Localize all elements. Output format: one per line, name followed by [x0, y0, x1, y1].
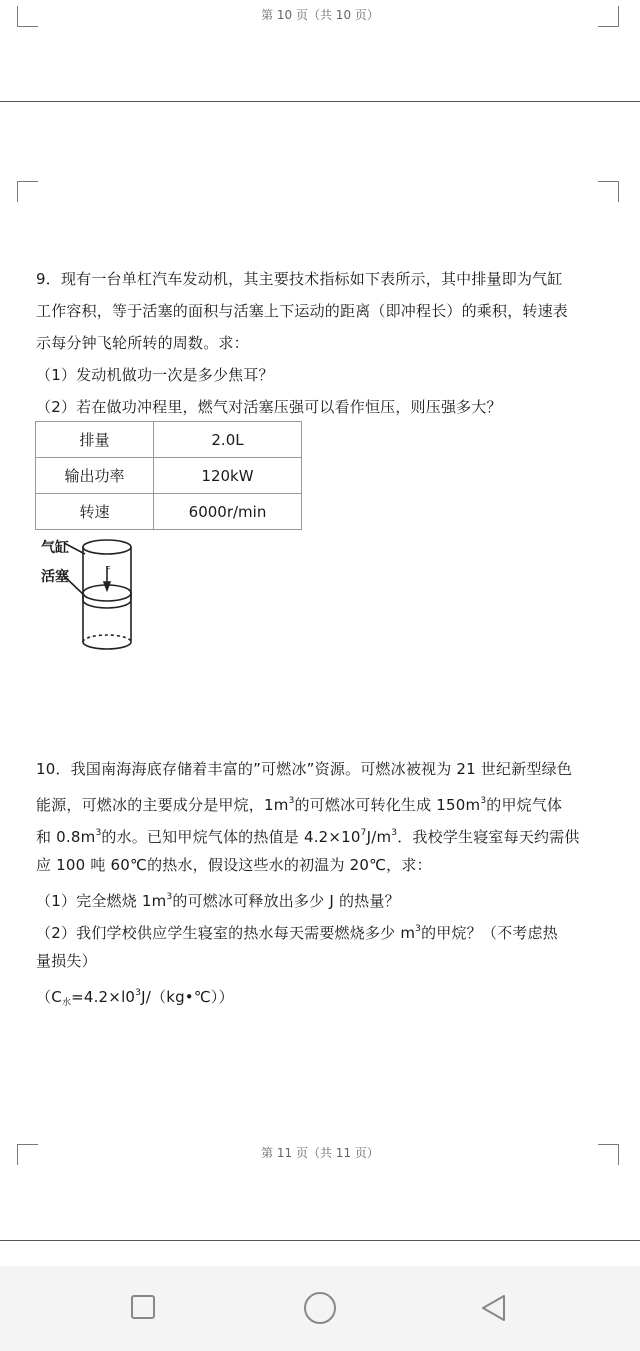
page-footer: 第 10 页（共 10 页） [261, 8, 379, 22]
question-text: 和 $0.8m^3$的水。已知甲烷气体的热值是 $4.2\times 10^7J/m^3$．我校学生寝室每天约需供 [36, 828, 580, 846]
table-cell-value: 6000r/min [154, 494, 302, 530]
table-row [36, 422, 302, 458]
figure-label: 活塞 [41, 569, 69, 585]
back-button[interactable] [478, 1293, 508, 1323]
table-cell-value: 2.0L [154, 422, 302, 458]
svg-text:F: F [106, 565, 111, 574]
recent-apps-button[interactable] [131, 1295, 155, 1319]
page-separator [0, 1240, 640, 1241]
question-text: （1）完全燃烧 $1m^3$的可燃冰可释放出多少 J 的热量？ [36, 892, 400, 910]
question-text: （1）发动机做功一次是多少焦耳？ [36, 366, 274, 384]
question-text: 能源，可燃冰的主要成分是甲烷，$1m^3$的可燃冰可转化生成 $150m^3$的甲烷气体 [36, 796, 563, 814]
question-text: （2）若在做功冲程里，燃气对活塞压强可以看作恒压，则压强多大？ [36, 398, 502, 416]
page-footer: 第 11 页（共 11 页） [261, 1146, 379, 1160]
table-cell-label: 转速 [36, 494, 154, 530]
navigation-bar [0, 1266, 640, 1351]
cylinder-figure [40, 536, 160, 654]
question-text: 应 100 吨 60℃的热水，假设这些水的初温为 20℃，求： [36, 856, 432, 874]
question-text: 示每分钟飞轮所转的周数。求： [36, 334, 249, 352]
question-text: $(C_水=4.2\times l0^3J/(kg•℃))$ [36, 988, 234, 1008]
question-text: 量损失） [36, 952, 97, 970]
question-text: 9．现有一台单杠汽车发动机，其主要技术指标如下表所示，其中排量即为气缸 [36, 270, 563, 288]
page-separator [0, 101, 640, 102]
table-cell-label: 排量 [36, 422, 154, 458]
question-text: 10．我国南海海底存储着丰富的”可燃冰”资源。可燃冰被视为 21 世纪新型绿色 [36, 760, 573, 778]
spec-table [35, 421, 302, 530]
table-row [36, 494, 302, 530]
home-button[interactable] [304, 1292, 336, 1324]
table-row [36, 458, 302, 494]
figure-label: 气缸 [41, 540, 69, 556]
page-corner-mark [598, 181, 619, 202]
page-corner-mark [17, 181, 38, 202]
question-text: （2）我们学校供应学生寝室的热水每天需要燃烧多少 $m^3$的甲烷？（不考虑热 [36, 924, 558, 942]
question-text: 工作容积，等于活塞的面积与活塞上下运动的距离（即冲程长）的乘积，转速表 [36, 302, 569, 320]
table-cell-label: 输出功率 [36, 458, 154, 494]
table-cell-value: 120kW [154, 458, 302, 494]
back-triangle-icon [478, 1293, 508, 1323]
